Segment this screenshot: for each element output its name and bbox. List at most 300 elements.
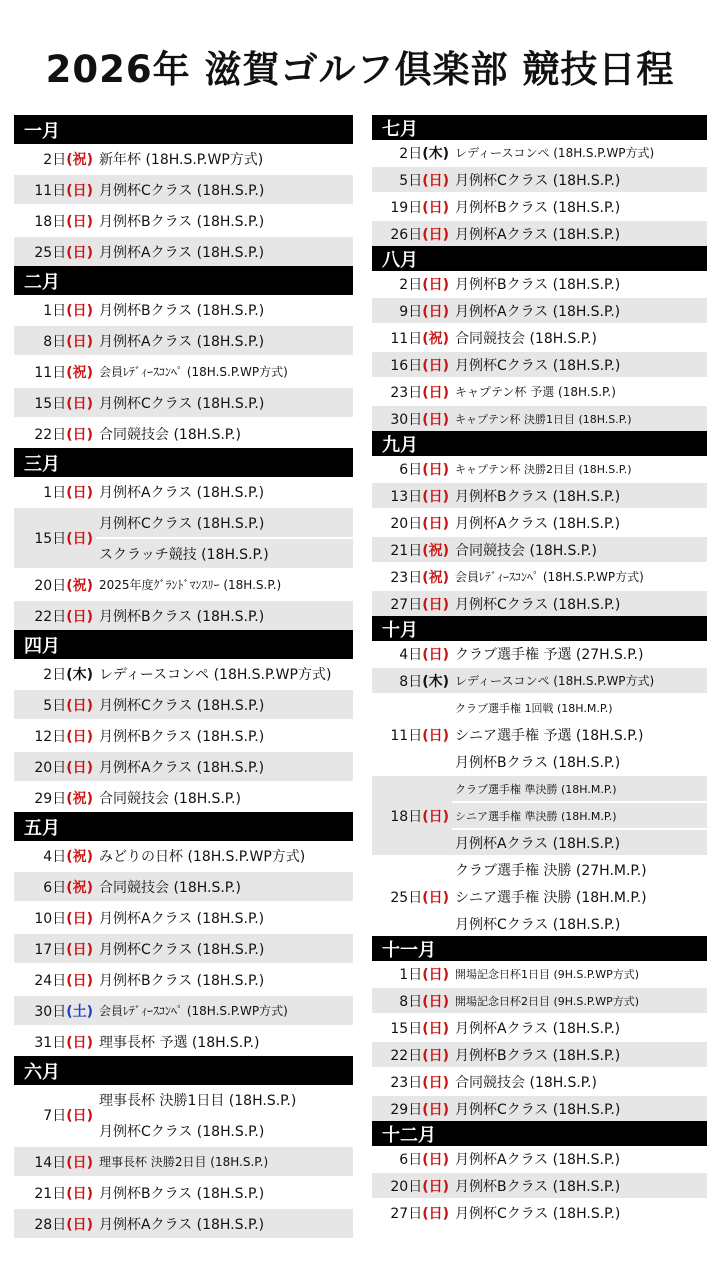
date-weekday: (日) (422, 1101, 449, 1118)
date-weekday: (祝) (66, 577, 93, 594)
date-day: 6日 (43, 879, 67, 896)
event-date (372, 379, 452, 404)
date-weekday: (日) (422, 808, 449, 825)
date-day: 15日 (34, 531, 67, 547)
schedule-row (372, 192, 707, 219)
event-name: 開場記念日杯2日目 (9H.S.P.WP方式) (452, 988, 707, 1013)
date-weekday: (日) (422, 1020, 449, 1037)
event-name: 月例杯Aクラス (18H.S.P.) (99, 484, 265, 501)
event-name: 月例杯Bクラス (18H.S.P.) (99, 213, 265, 230)
event-date (14, 752, 96, 781)
date-weekday: (祝) (66, 848, 93, 865)
date-day: 23日 (390, 1074, 423, 1091)
schedule-row (14, 1025, 353, 1056)
event-date (372, 298, 452, 323)
event-name: 月例杯Aクラス (18H.S.P.) (455, 515, 621, 532)
event-name: クラブ選手権 予選 (27H.S.P.) (455, 646, 644, 663)
date-weekday: (祝) (422, 569, 449, 586)
date-day: 19日 (390, 199, 423, 216)
event-date (372, 483, 452, 508)
event-date (14, 419, 96, 448)
date-weekday: (日) (422, 993, 449, 1010)
event-name: 合同競技会 (18H.S.P.) (455, 1074, 597, 1091)
month-header: 十二月 (372, 1121, 707, 1146)
event-name: 合同競技会 (18H.S.P.) (452, 537, 707, 562)
date-weekday: (日) (66, 1108, 93, 1124)
schedule-row (372, 140, 707, 165)
date-weekday: (日) (66, 728, 93, 745)
event-name: 開場記念日杯1日目 (9H.S.P.WP方式) (455, 967, 640, 981)
schedule-row (372, 1067, 707, 1094)
schedule-row (14, 1145, 353, 1176)
date-day: 20日 (390, 1178, 423, 1195)
date-weekday: (日) (422, 889, 449, 906)
date-weekday: (日) (66, 1216, 93, 1233)
date-day: 12日 (34, 728, 67, 745)
date-day: 24日 (34, 972, 67, 989)
schedule-row (14, 841, 353, 870)
event-date (14, 357, 96, 386)
schedule-row (372, 666, 707, 693)
schedule-row (14, 963, 353, 994)
schedule-row (14, 173, 353, 204)
event-name: 合同競技会 (18H.S.P.) (99, 426, 241, 443)
date-day: 15日 (34, 395, 67, 412)
event-date (14, 326, 96, 355)
event-name: 月例杯Bクラス (18H.S.P.) (99, 302, 265, 319)
date-day: 6日 (399, 461, 423, 478)
event-name: 月例杯Aクラス (18H.S.P.) (455, 1020, 621, 1037)
date-day: 26日 (390, 226, 423, 243)
date-weekday: (日) (66, 182, 93, 199)
date-weekday: (日) (422, 411, 449, 428)
event-date (14, 783, 96, 812)
date-weekday: (日) (422, 384, 449, 401)
event-date (372, 1015, 452, 1040)
schedule-column-right (372, 115, 707, 1225)
event-date (372, 564, 452, 589)
event-name: 月例杯Cクラス (18H.S.P.) (452, 591, 707, 616)
event-name: 月例杯Cクラス (18H.S.P.) (96, 934, 353, 963)
event-name: 月例杯Bクラス (18H.S.P.) (455, 276, 621, 293)
event-name: 月例杯Bクラス (18H.S.P.) (452, 1042, 707, 1067)
event-name: キャプテン杯 決勝2日目 (18H.S.P.) (455, 462, 632, 476)
date-day: 10日 (34, 910, 67, 927)
date-day: 25日 (34, 244, 67, 261)
event-name: 理事長杯 予選 (18H.S.P.) (99, 1034, 260, 1051)
date-weekday: (祝) (66, 364, 93, 381)
schedule-row (14, 355, 353, 386)
event-date (372, 221, 452, 246)
event-name: 月例杯Bクラス (18H.S.P.) (452, 747, 707, 774)
schedule-row (372, 589, 707, 616)
date-weekday: (日) (422, 357, 449, 374)
event-date (14, 721, 96, 750)
event-name: レディースコンペ (18H.S.P.WP方式) (455, 146, 655, 160)
event-date (372, 510, 452, 535)
event-date (14, 934, 96, 963)
schedule-row (372, 535, 707, 562)
event-name: 合同競技会 (18H.S.P.) (96, 872, 353, 901)
date-day: 29日 (390, 1101, 423, 1118)
schedule-row (372, 219, 707, 246)
month-header: 五月 (14, 812, 353, 841)
event-date (372, 1069, 452, 1094)
date-day: 8日 (43, 333, 67, 350)
schedule-row (372, 1040, 707, 1067)
event-name: シニア選手権 準決勝 (18H.M.P.) (452, 801, 707, 828)
event-date (372, 140, 452, 165)
event-date (372, 406, 452, 431)
date-day: 13日 (390, 488, 423, 505)
date-weekday: (日) (422, 727, 449, 744)
date-day: 20日 (34, 759, 67, 776)
event-date (14, 1209, 96, 1238)
date-day: 29日 (34, 790, 67, 807)
event-date (14, 508, 96, 568)
event-date (14, 1027, 96, 1056)
event-date (372, 1146, 452, 1171)
event-name: クラブ選手権 1回戦 (18H.M.P.) (455, 701, 613, 715)
date-weekday: (日) (422, 646, 449, 663)
date-day: 21日 (34, 1185, 67, 1202)
schedule-row (14, 688, 353, 719)
event-name: 月例杯Bクラス (18H.S.P.) (99, 728, 265, 745)
event-name: シニア選手権 決勝 (18H.M.P.) (452, 882, 707, 909)
event-date (14, 903, 96, 932)
event-date (372, 857, 452, 936)
event-date (372, 456, 452, 481)
event-name: 月例杯Cクラス (18H.S.P.) (452, 167, 707, 192)
date-weekday: (日) (422, 488, 449, 505)
date-weekday: (日) (422, 461, 449, 478)
schedule-row (372, 1146, 707, 1171)
schedule-row (14, 932, 353, 963)
month-header: 十一月 (372, 936, 707, 961)
schedule-row (372, 296, 707, 323)
date-weekday: (日) (422, 966, 449, 983)
schedule-row (14, 901, 353, 932)
month-header: 二月 (14, 266, 353, 295)
schedule-row (14, 568, 353, 599)
event-name: みどりの日杯 (18H.S.P.WP方式) (99, 848, 306, 865)
event-name: 月例杯Cクラス (18H.S.P.) (96, 175, 353, 204)
event-date (14, 601, 96, 630)
date-weekday: (日) (66, 1034, 93, 1051)
date-day: 8日 (399, 993, 423, 1010)
event-date (14, 690, 96, 719)
event-date (372, 988, 452, 1013)
schedule-row (372, 562, 707, 589)
date-day: 1日 (43, 302, 67, 319)
event-date (372, 1200, 452, 1225)
event-name: 月例杯Aクラス (18H.S.P.) (452, 221, 707, 246)
event-name: シニア選手権 予選 (18H.S.P.) (452, 720, 707, 747)
event-date (14, 175, 96, 204)
date-day: 4日 (43, 848, 67, 865)
event-date (14, 206, 96, 235)
date-weekday: (土) (66, 1003, 93, 1020)
schedule-row (14, 144, 353, 173)
event-date (14, 1085, 96, 1145)
event-name: 理事長杯 決勝2日目 (18H.S.P.) (96, 1147, 353, 1176)
schedule-row (14, 599, 353, 630)
event-date (14, 1178, 96, 1207)
schedule-row (372, 774, 707, 855)
event-date (14, 477, 96, 506)
schedule-row (14, 750, 353, 781)
event-date (372, 167, 452, 192)
event-date (14, 144, 96, 173)
date-day: 17日 (34, 941, 67, 958)
date-weekday: (日) (422, 226, 449, 243)
schedule-row (372, 986, 707, 1013)
date-day: 5日 (43, 697, 67, 714)
event-name: 理事長杯 決勝1日目 (18H.S.P.) (99, 1092, 297, 1109)
event-name: 月例杯Cクラス (18H.S.P.) (452, 352, 707, 377)
page-title: 2026年 滋賀ゴルフ倶楽部 競技日程 (45, 48, 675, 91)
date-day: 23日 (390, 569, 423, 586)
event-name: 月例杯Cクラス (18H.S.P.) (96, 388, 353, 417)
date-weekday: (日) (66, 426, 93, 443)
event-name: 会員ﾚﾃﾞｨｰｽｺﾝﾍﾟ (18H.S.P.WP方式) (96, 996, 353, 1025)
date-day: 15日 (390, 1020, 423, 1037)
month-header: 九月 (372, 431, 707, 456)
schedule-row (372, 350, 707, 377)
month-header: 八月 (372, 246, 707, 271)
schedule-row (14, 1176, 353, 1207)
schedule-row (14, 659, 353, 688)
date-weekday: (日) (422, 1205, 449, 1222)
schedule-row (372, 1013, 707, 1040)
date-weekday: (祝) (66, 879, 93, 896)
schedule-row (372, 1171, 707, 1198)
event-date (372, 537, 452, 562)
date-weekday: (木) (422, 673, 449, 690)
date-weekday: (日) (422, 1074, 449, 1091)
date-weekday: (木) (66, 666, 93, 683)
event-date (372, 961, 452, 986)
schedule-row (14, 386, 353, 417)
date-day: 20日 (34, 577, 67, 594)
date-weekday: (日) (66, 941, 93, 958)
event-name: 月例杯Aクラス (18H.S.P.) (96, 237, 353, 266)
date-day: 25日 (390, 889, 423, 906)
schedule-row (14, 235, 353, 266)
date-day: 9日 (399, 303, 423, 320)
event-name: 月例杯Aクラス (18H.S.P.) (452, 298, 707, 323)
event-name: レディースコンペ (18H.S.P.WP方式) (452, 668, 707, 693)
event-name: 月例杯Cクラス (18H.S.P.) (452, 1096, 707, 1121)
event-name: クラブ選手権 決勝 (27H.M.P.) (455, 862, 647, 879)
date-day: 22日 (34, 608, 67, 625)
schedule-row (372, 377, 707, 404)
date-day: 7日 (43, 1108, 67, 1124)
event-name: キャプテン杯 決勝1日目 (18H.S.P.) (452, 406, 707, 431)
date-day: 20日 (390, 515, 423, 532)
date-day: 2日 (399, 145, 423, 162)
date-weekday: (日) (66, 608, 93, 625)
schedule-row (372, 508, 707, 535)
date-day: 16日 (390, 357, 423, 374)
event-date (372, 1096, 452, 1121)
event-date (372, 776, 452, 855)
event-date (372, 194, 452, 219)
date-weekday: (日) (66, 333, 93, 350)
event-name: 会員ﾚﾃﾞｨｰｽｺﾝﾍﾟ (18H.S.P.WP方式) (99, 365, 288, 379)
event-date (14, 295, 96, 324)
schedule-row (372, 641, 707, 666)
event-name: 月例杯Cクラス (18H.S.P.) (452, 909, 707, 936)
event-name: 月例杯Aクラス (18H.S.P.) (452, 828, 707, 855)
event-name: 月例杯Bクラス (18H.S.P.) (99, 972, 265, 989)
date-day: 11日 (34, 182, 67, 199)
date-weekday: (日) (422, 172, 449, 189)
event-date (14, 996, 96, 1025)
date-day: 1日 (399, 966, 423, 983)
date-weekday: (日) (66, 972, 93, 989)
schedule-row (372, 693, 707, 774)
date-day: 1日 (43, 484, 67, 501)
event-name: 月例杯Cクラス (18H.S.P.) (455, 1205, 621, 1222)
event-name: クラブ選手権 準決勝 (18H.M.P.) (452, 776, 707, 801)
date-weekday: (日) (66, 213, 93, 230)
event-date (372, 271, 452, 296)
schedule-row (14, 506, 353, 568)
schedule-row (372, 404, 707, 431)
schedule-row (372, 323, 707, 350)
date-weekday: (祝) (66, 151, 93, 168)
date-weekday: (日) (66, 697, 93, 714)
event-date (14, 872, 96, 901)
date-day: 6日 (399, 1151, 423, 1168)
date-day: 21日 (390, 542, 423, 559)
date-weekday: (祝) (66, 790, 93, 807)
schedule-row (372, 855, 707, 936)
event-name: 月例杯Bクラス (18H.S.P.) (455, 199, 621, 216)
date-weekday: (日) (422, 1178, 449, 1195)
date-day: 18日 (390, 808, 423, 825)
event-date (372, 1173, 452, 1198)
month-header: 十月 (372, 616, 707, 641)
event-name: 2025年度ｸﾞﾗﾝﾄﾞﾏﾝｽﾘｰ (18H.S.P.) (99, 578, 282, 592)
event-name: 月例杯Cクラス (18H.S.P.) (96, 690, 353, 719)
event-date (14, 388, 96, 417)
event-name: スクラッチ競技 (18H.S.P.) (96, 537, 353, 568)
event-name: 月例杯Bクラス (18H.S.P.) (96, 601, 353, 630)
date-weekday: (日) (66, 531, 93, 547)
month-header: 三月 (14, 448, 353, 477)
date-weekday: (日) (66, 484, 93, 501)
event-name: 月例杯Bクラス (18H.S.P.) (452, 1173, 707, 1198)
date-day: 4日 (399, 646, 423, 663)
date-day: 27日 (390, 596, 423, 613)
event-name: 合同競技会 (18H.S.P.) (99, 790, 241, 807)
schedule-row (14, 204, 353, 235)
schedule-row (14, 719, 353, 750)
event-date (372, 325, 452, 350)
event-date (14, 237, 96, 266)
event-name: 月例杯Aクラス (18H.S.P.) (96, 326, 353, 355)
date-weekday: (日) (422, 276, 449, 293)
schedule-row (14, 781, 353, 812)
schedule-row (372, 165, 707, 192)
date-weekday: (日) (66, 244, 93, 261)
date-day: 8日 (399, 673, 423, 690)
date-weekday: (日) (422, 1151, 449, 1168)
schedule-row (372, 1094, 707, 1121)
date-weekday: (祝) (422, 542, 449, 559)
event-date (14, 1147, 96, 1176)
date-day: 22日 (390, 1047, 423, 1064)
date-weekday: (日) (422, 1047, 449, 1064)
schedule-row (372, 961, 707, 986)
date-weekday: (日) (66, 1154, 93, 1171)
date-day: 27日 (390, 1205, 423, 1222)
event-date (14, 841, 96, 870)
event-name: 月例杯Aクラス (18H.S.P.) (99, 910, 265, 927)
event-name: 月例杯Cクラス (18H.S.P.) (96, 508, 353, 537)
date-weekday: (祝) (422, 330, 449, 347)
schedule-row (14, 1085, 353, 1145)
date-day: 18日 (34, 213, 67, 230)
event-date (14, 659, 96, 688)
date-weekday: (日) (66, 910, 93, 927)
date-day: 11日 (34, 364, 67, 381)
event-date (372, 668, 452, 693)
month-header: 一月 (14, 115, 353, 144)
schedule-row (14, 324, 353, 355)
schedule-row (372, 456, 707, 481)
date-day: 23日 (390, 384, 423, 401)
event-name: キャプテン杯 予選 (18H.S.P.) (455, 385, 616, 399)
event-name: レディースコンペ (18H.S.P.WP方式) (99, 666, 332, 683)
date-day: 28日 (34, 1216, 67, 1233)
date-day: 31日 (34, 1034, 67, 1051)
schedule-row (372, 481, 707, 508)
schedule-row (372, 271, 707, 296)
event-name: 月例杯Bクラス (18H.S.P.) (99, 1185, 265, 1202)
date-day: 22日 (34, 426, 67, 443)
date-day: 11日 (390, 727, 423, 744)
schedule-row (372, 1198, 707, 1225)
date-weekday: (日) (66, 1185, 93, 1202)
event-date (372, 352, 452, 377)
date-weekday: (日) (422, 515, 449, 532)
schedule-row (14, 994, 353, 1025)
event-name: 新年杯 (18H.S.P.WP方式) (99, 151, 264, 168)
schedule-row (14, 1207, 353, 1238)
schedule-row (14, 295, 353, 324)
event-date (14, 570, 96, 599)
date-day: 30日 (34, 1003, 67, 1020)
date-day: 2日 (43, 151, 67, 168)
date-day: 2日 (43, 666, 67, 683)
month-header: 四月 (14, 630, 353, 659)
event-date (14, 965, 96, 994)
event-date (372, 641, 452, 666)
date-weekday: (日) (66, 302, 93, 319)
event-name: 月例杯Bクラス (18H.S.P.) (452, 483, 707, 508)
date-day: 11日 (390, 330, 423, 347)
date-weekday: (日) (66, 759, 93, 776)
schedule-row (14, 870, 353, 901)
schedule-row (14, 417, 353, 448)
event-name: 月例杯Aクラス (18H.S.P.) (455, 1151, 621, 1168)
event-date (372, 1042, 452, 1067)
schedule-column-left (14, 115, 353, 1238)
event-name: 会員ﾚﾃﾞｨｰｽｺﾝﾍﾟ (18H.S.P.WP方式) (455, 570, 644, 584)
